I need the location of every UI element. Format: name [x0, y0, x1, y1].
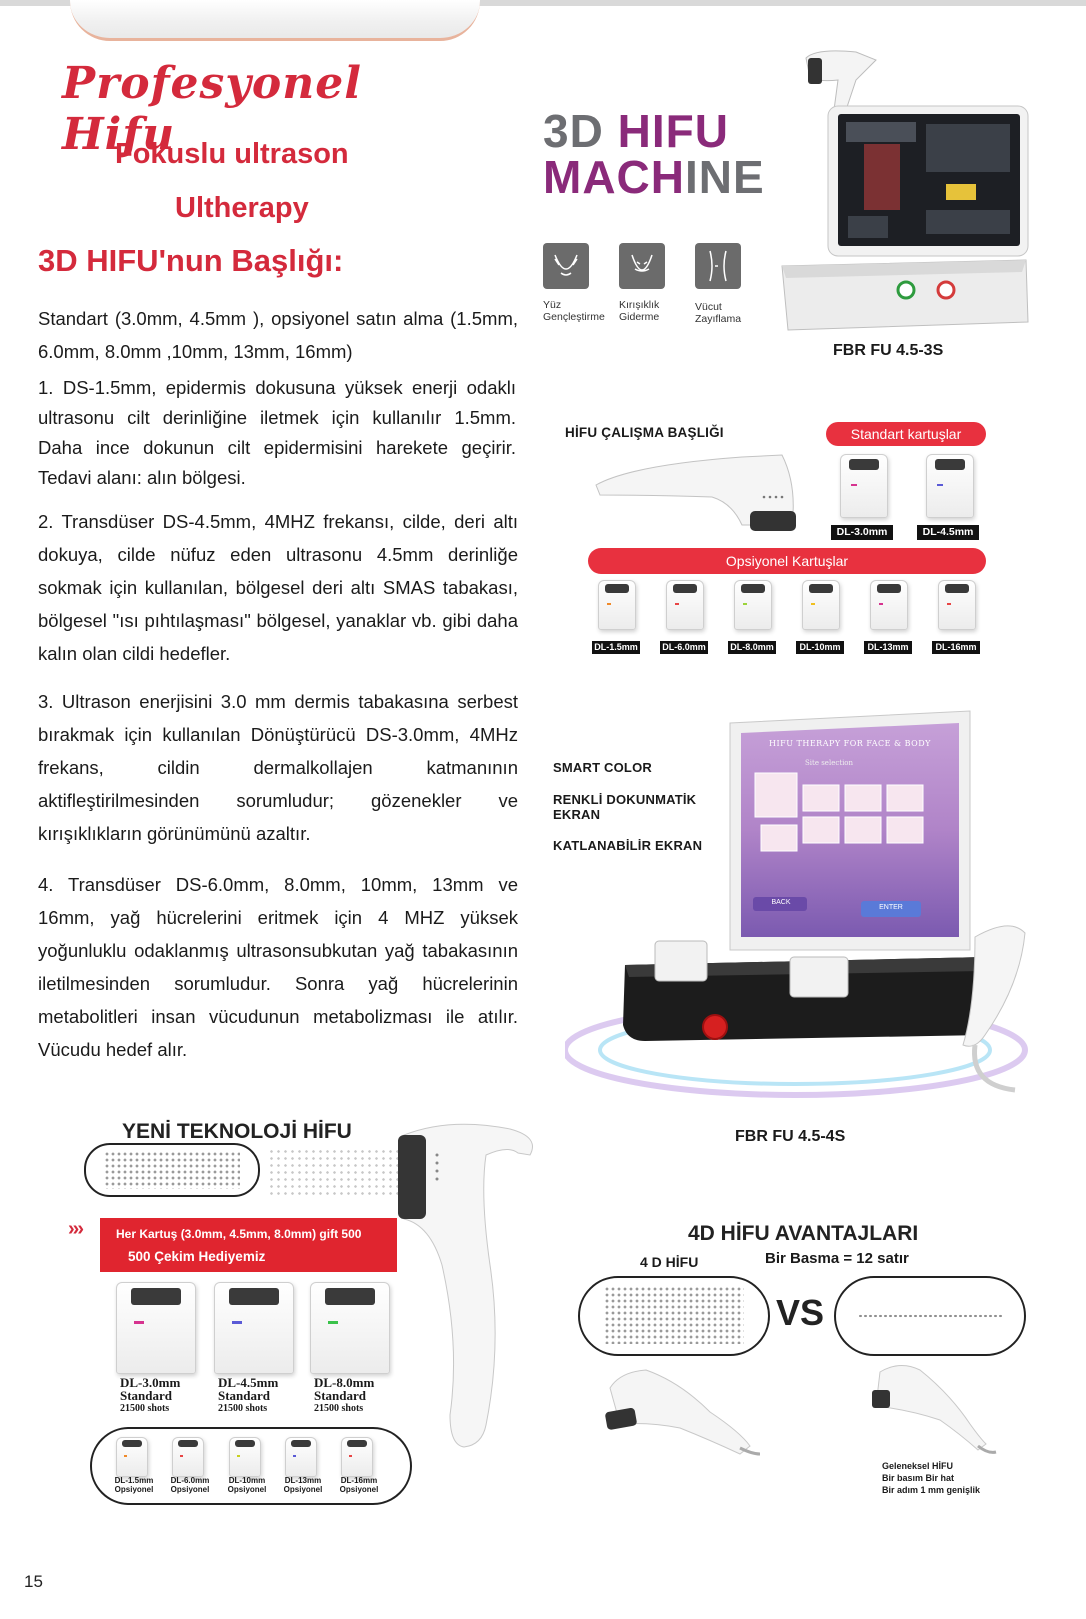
optional-cartridge-small: [116, 1437, 148, 1477]
cart-type: Standard: [120, 1388, 173, 1403]
opt-info-1-5mm: [112, 1477, 156, 1494]
paragraph-4: [38, 868, 518, 1066]
optional-cartridges-box: [90, 1427, 412, 1505]
opt-info-13mm: [281, 1477, 325, 1494]
section-heading: 3D HIFU'nun Başlığı:: [38, 243, 344, 278]
cart-shots: 21500 shots: [218, 1403, 268, 1414]
cart-name: DL-13mm: [284, 1476, 322, 1485]
traditional-line-2: Bir basım Bir hat: [882, 1473, 955, 1483]
dot-matrix: [104, 1151, 240, 1189]
cart-type: Opsiyonel: [114, 1484, 154, 1494]
machine-title-hifu: HIFU: [617, 105, 729, 157]
single-line-dots: [858, 1314, 1002, 1318]
cart-name: DL-10mm: [228, 1476, 266, 1485]
top-decorative-tab: [70, 0, 480, 41]
traditional-description: [882, 1460, 980, 1496]
cart-shots: 21500 shots: [314, 1403, 364, 1414]
cart-shots: 21500 shots: [120, 1403, 170, 1414]
feature-label-body: Vücut Zayıflama: [695, 301, 742, 325]
face-lift-icon: [543, 243, 589, 289]
optional-cartridges-pill: Opsiyonel Kartuşlar: [588, 548, 986, 574]
intro-text: Standart (3.0mm, 4.5mm ), opsiyonel satın alma (1.5mm, 6.0mm, 8.0mm ,10mm, 13mm, 16mm): [38, 308, 518, 362]
promo-banner: [100, 1218, 397, 1272]
machine-features: [543, 243, 763, 333]
opt-info-10mm: [225, 1477, 269, 1494]
standard-info-4-5mm: [218, 1376, 278, 1415]
machine-title: [543, 105, 765, 203]
machine-4-5-3s-image: [776, 40, 1036, 335]
paragraph-2-text: 2. Transdüser DS-4.5mm, 4MHZ frekansı, cilde, deri altı dokuya, cilde nüfuz eden ultrasonu 4.5mm derinliğe sokmak için kullanılan, bölgesel deri altı SMAS tabakası, bölgesel "ısı pıhtılaşması" bölgesel, yanaklar vb. gibi daha kalın olan cildi hedefler.: [38, 511, 518, 664]
standard-info-8mm: [314, 1376, 374, 1415]
promo-line-1: Her Kartuş (3.0mm, 4.5mm, 8.0mm) gift 500: [116, 1227, 362, 1241]
paragraph-2: [38, 505, 518, 670]
machine-title-line2: MACHINE: [543, 151, 765, 203]
cart-name: DL-1.5mm: [114, 1476, 154, 1485]
cartridge-mark: [937, 484, 943, 486]
paragraph-1: [38, 373, 516, 493]
cart-type: Opsiyonel: [170, 1484, 210, 1494]
screen-title: HIFU THERAPY FOR FACE & BODY: [769, 739, 931, 748]
script-title: Profesyonel Hifu: [62, 58, 362, 160]
paragraph-3-text: 3. Ultrason enerjisini 3.0 mm dermis tabakasına serbest bırakmak için kullanılan Dönüştürücü DS-3.0mm, 4MHz frekans, cildin dermalkollajen katmanının aktifleştirilmesinden sorumludur; gözenekler ve kırışıklıkların görünümünü azaltır.: [38, 691, 518, 844]
intro-paragraph: [38, 302, 518, 368]
new-tech-handpiece-image: [390, 1115, 550, 1455]
feature-label-wrinkle: Kırışıklık Giderme: [619, 299, 660, 323]
optional-cartridge-small: [341, 1437, 373, 1477]
optional-cartridge: [802, 580, 840, 630]
machine-4-5-4s-image: [565, 705, 1045, 1100]
advantages-4d-box: [578, 1276, 770, 1356]
optional-tag-6mm: DL-6.0mm: [660, 641, 708, 654]
cart-name: DL-16mm: [340, 1476, 378, 1485]
cart-type: Standard: [218, 1388, 271, 1403]
opt-info-6mm: [168, 1477, 212, 1494]
optional-cartridge: [938, 580, 976, 630]
feature-touch-screen: RENKLİ DOKUNMATİK EKRAN: [553, 792, 697, 822]
model-label-3s: FBR FU 4.5-3S: [833, 342, 944, 359]
optional-cartridge: [598, 580, 636, 630]
optional-tag-8mm: DL-8.0mm: [728, 641, 776, 654]
promo-line-2: 500 Çekim Hediyemiz: [128, 1249, 266, 1264]
cart-name: DL-3.0mm: [120, 1375, 181, 1390]
paragraph-3: [38, 685, 518, 850]
standard-info-3mm: [120, 1376, 180, 1415]
standard-cartridge-4-5mm: [926, 454, 974, 518]
paragraph-1-text: 1. DS-1.5mm, epidermis dokusuna yüksek enerji odaklı ultrasonu cilt derinliğine iletmek için kullanılır 1.5mm. Daha ince dokunun cilt epidermisini harekete geçirir. Tedavi alanı: alın bölgesi.: [38, 377, 516, 488]
feature-label-face: Yüz Gençleştirme: [543, 299, 605, 323]
new-tech-dot-grid: [84, 1143, 260, 1197]
wrinkle-icon: [619, 243, 665, 289]
advantages-4d-label: 4 D HİFU: [640, 1254, 699, 1270]
dot-matrix: [604, 1286, 744, 1344]
opt-info-16mm: [337, 1477, 381, 1494]
optional-cartridge: [734, 580, 772, 630]
traditional-line-3: Bir adım 1 mm genişlik: [882, 1485, 981, 1495]
optional-cartridge-small: [172, 1437, 204, 1477]
optional-cartridge: [870, 580, 908, 630]
4d-handpiece-image: [600, 1362, 770, 1462]
versus-label: VS: [776, 1292, 825, 1333]
screen-subtitle: Site selection: [805, 759, 854, 767]
subtitle-ultherapy: Ultherapy: [175, 192, 309, 224]
optional-cartridge: [666, 580, 704, 630]
standard-cartridge-large-3mm: [116, 1282, 196, 1374]
standard-tag-4-5mm: DL-4.5mm: [917, 525, 979, 540]
paragraph-4-text: 4. Transdüser DS-6.0mm, 8.0mm, 10mm, 13mm ve 16mm, yağ hücrelerini eritmek için 4 MHZ yüksek yoğunluklu odaklanmış ultrasonsubkutan yağ tabakasının iletilmesinden sorumludur. Sonra yağ hücrelerinin metabolitleri insan vücudunun metabolizması ile atılır. Vücudu hedef alır.: [38, 874, 518, 1060]
handpiece-image: [592, 445, 807, 535]
subtitle-fokuslu: Fokuslu ultrason: [115, 138, 349, 170]
optional-tag-13mm: DL-13mm: [864, 641, 912, 654]
traditional-line-1: Geleneksel HİFU: [882, 1461, 954, 1471]
screen-enter-button: ENTER: [879, 904, 903, 911]
optional-cartridges-row: [592, 580, 988, 660]
cart-type: Standard: [314, 1388, 367, 1403]
standard-cartridge-large-4-5mm: [214, 1282, 294, 1374]
body-slim-icon: [695, 243, 741, 289]
feature-foldable-screen: KATLANABİLİR EKRAN: [553, 838, 703, 853]
cart-name: DL-4.5mm: [218, 1375, 279, 1390]
advantages-lines-label: Bir Basma = 12 satır: [765, 1250, 909, 1267]
new-tech-title: YENİ TEKNOLOJİ HİFU: [122, 1120, 352, 1143]
standard-cartridge-large-8mm: [310, 1282, 390, 1374]
optional-tag-10mm: DL-10mm: [796, 641, 844, 654]
standard-cartridges-pill: Standart kartuşlar: [826, 422, 986, 446]
cart-type: Opsiyonel: [227, 1484, 267, 1494]
optional-cartridge-small: [229, 1437, 261, 1477]
cartridge-mark: [851, 484, 857, 486]
feature-smart-color: SMART COLOR: [553, 760, 652, 775]
screen-back-button: BACK: [771, 899, 791, 906]
advantages-title: 4D HİFU AVANTAJLARI: [688, 1222, 919, 1245]
page-number: 15: [24, 1572, 43, 1591]
cart-type: Opsiyonel: [283, 1484, 323, 1494]
standard-tag-3mm: DL-3.0mm: [831, 525, 893, 540]
cart-name: DL-6.0mm: [170, 1476, 210, 1485]
optional-tag-1-5mm: DL-1.5mm: [592, 641, 640, 654]
cart-type: Opsiyonel: [339, 1484, 379, 1494]
cart-name: DL-8.0mm: [314, 1375, 375, 1390]
handpiece-label: HİFU ÇALIŞMA BAŞLIĞI: [565, 425, 724, 440]
traditional-handpiece-image: [860, 1360, 1000, 1460]
advantages-traditional-box: [834, 1276, 1026, 1356]
standard-cartridge-3mm: [840, 454, 888, 518]
faded-dot-pattern: [268, 1148, 408, 1196]
machine-title-line1: 3D HIFU: [543, 105, 729, 157]
promo-arrows: ›››: [68, 1218, 82, 1240]
optional-tag-16mm: DL-16mm: [932, 641, 980, 654]
optional-cartridge-small: [285, 1437, 317, 1477]
model-label-4s: FBR FU 4.5-4S: [735, 1128, 846, 1145]
